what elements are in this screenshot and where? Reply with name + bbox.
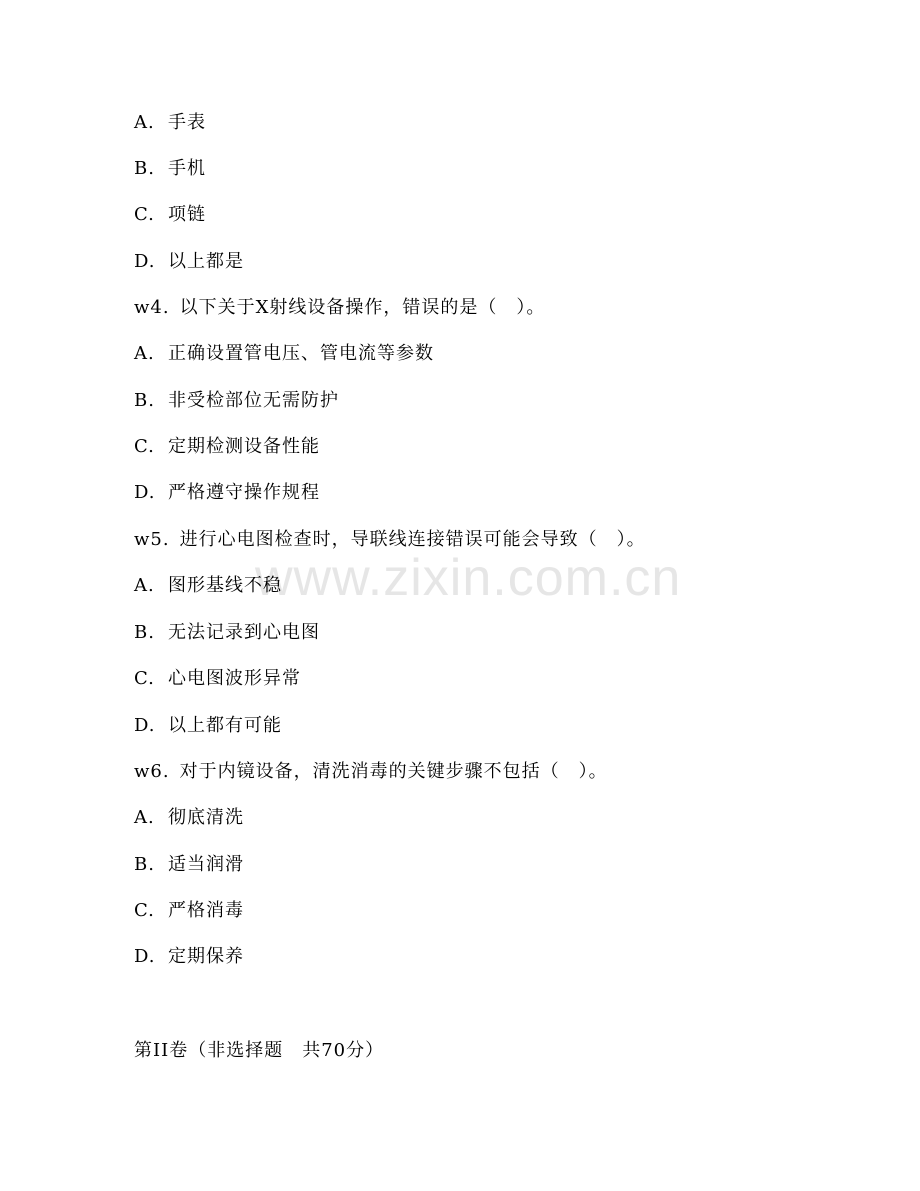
q6-option-d <box>134 945 244 969</box>
option-label: A. <box>134 112 155 133</box>
q6-option-c <box>134 899 244 923</box>
option-text: 以上都是 <box>168 251 244 272</box>
q5-option-d <box>134 714 282 738</box>
q4-option-c <box>134 435 320 459</box>
option-text: 严格消毒 <box>168 900 244 921</box>
q3-option-d <box>134 250 244 274</box>
option-text: 非受检部位无需防护 <box>168 390 339 411</box>
q3-option-c <box>134 203 206 227</box>
q4-option-b <box>134 389 339 413</box>
q5-option-c <box>134 667 301 691</box>
option-label: A. <box>134 343 155 364</box>
option-text: 严格遵守操作规程 <box>168 482 320 503</box>
option-label: A. <box>134 575 155 596</box>
option-label: B. <box>134 622 155 643</box>
question-number: w5. <box>134 529 170 550</box>
q3-option-a <box>134 111 206 135</box>
q4-stem <box>134 296 545 320</box>
q6-option-a <box>134 806 244 830</box>
q4-option-d <box>134 481 320 505</box>
option-label: C. <box>134 436 155 457</box>
option-label: C. <box>134 204 155 225</box>
option-text: 图形基线不稳 <box>168 575 282 596</box>
q6-option-b <box>134 853 244 877</box>
question-number: w4. <box>134 297 170 318</box>
option-text: 手表 <box>168 112 206 133</box>
option-label: D. <box>134 715 156 736</box>
option-text: 适当润滑 <box>168 854 244 875</box>
option-text: 正确设置管电压、管电流等参数 <box>168 343 434 364</box>
option-text: 以上都有可能 <box>168 715 282 736</box>
option-label: B. <box>134 158 155 179</box>
option-label: B. <box>134 854 155 875</box>
question-number: w6. <box>134 761 170 782</box>
question-text: 以下关于X射线设备操作，错误的是（ ）。 <box>179 297 546 318</box>
option-label: D. <box>134 482 156 503</box>
option-text: 手机 <box>168 158 206 179</box>
q5-option-a <box>134 574 282 598</box>
question-text: 对于内镜设备，清洗消毒的关键步骤不包括（ ）。 <box>179 761 608 782</box>
section-title: 第II卷（非选择题 共70分） <box>134 1040 385 1061</box>
q5-option-b <box>134 621 320 645</box>
option-text: 彻底清洗 <box>168 807 244 828</box>
option-text: 定期保养 <box>168 946 244 967</box>
watermark: www.zixin.com.cn <box>255 549 682 607</box>
option-label: B. <box>134 390 155 411</box>
option-label: C. <box>134 668 155 689</box>
q3-option-b <box>134 157 206 181</box>
question-text: 进行心电图检查时，导联线连接错误可能会导致（ ）。 <box>179 529 646 550</box>
option-label: D. <box>134 946 156 967</box>
option-text: 定期检测设备性能 <box>168 436 320 457</box>
q5-stem <box>134 528 646 552</box>
option-text: 无法记录到心电图 <box>168 622 320 643</box>
q4-option-a <box>134 342 434 366</box>
option-label: A. <box>134 807 155 828</box>
q6-stem <box>134 760 608 784</box>
option-label: D. <box>134 251 156 272</box>
option-text: 项链 <box>168 204 206 225</box>
option-label: C. <box>134 900 155 921</box>
option-text: 心电图波形异常 <box>168 668 301 689</box>
